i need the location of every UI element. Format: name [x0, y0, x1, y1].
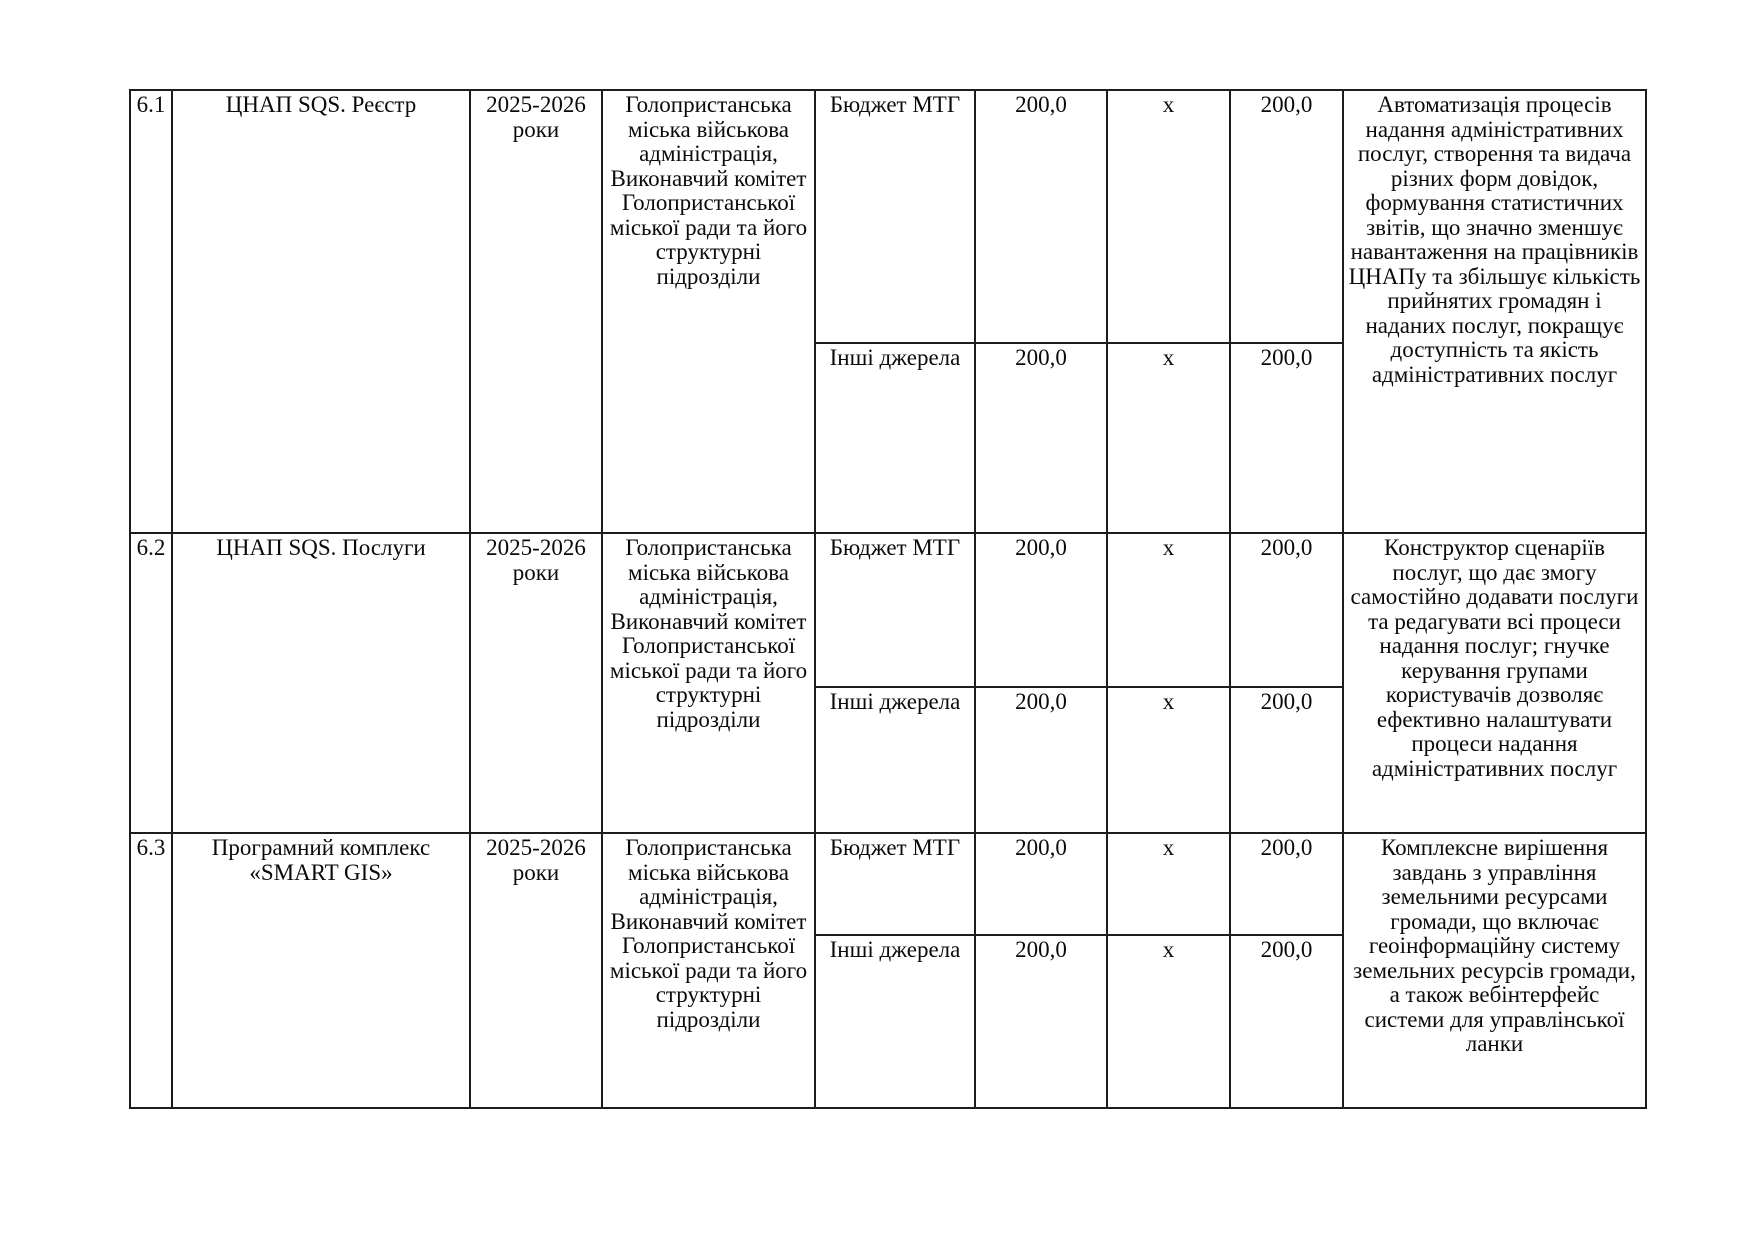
expected-result: Комплексне вирішення завдань з управління земельними ресурсами громади, що включає геоінформаційну систему земельних ресурсів громади, а також вебінтерфейс системи для управлінської ланки	[1343, 833, 1646, 1108]
funding-source: Бюджет МТГ	[815, 833, 975, 935]
funding-mark: х	[1107, 343, 1230, 533]
expected-result: Конструктор сценаріїв послуг, що дає змогу самостійно додавати послуги та редагувати всі процеси надання послуг; гнучке керування групами користувачів дозволяє ефективно налаштувати процеси надання адміністративних послуг	[1343, 533, 1646, 833]
funding-amount-1: 200,0	[975, 687, 1107, 833]
funding-mark: х	[1107, 90, 1230, 343]
funding-mark: х	[1107, 935, 1230, 1108]
funding-mark: х	[1107, 533, 1230, 687]
funding-amount-2: 200,0	[1230, 343, 1343, 533]
executor: Голопристанська міська військова адміністрація, Виконавчий комітет Голопристанської міської ради та його структурні підрозділи	[602, 90, 815, 533]
funding-source: Інші джерела	[815, 935, 975, 1108]
row-number: 6.3	[130, 833, 172, 1108]
table-row-6-1	[130, 90, 1646, 343]
term-years: 2025-2026 роки	[470, 90, 602, 533]
row-number: 6.1	[130, 90, 172, 533]
measure-name: ЦНАП SQS. Послуги	[172, 533, 470, 833]
funding-amount-2: 200,0	[1230, 935, 1343, 1108]
executor: Голопристанська міська військова адміністрація, Виконавчий комітет Голопристанської міської ради та його структурні підрозділи	[602, 533, 815, 833]
measure-name: Програмний комплекс «SMART GIS»	[172, 833, 470, 1108]
executor: Голопристанська міська військова адміністрація, Виконавчий комітет Голопристанської міської ради та його структурні підрозділи	[602, 833, 815, 1108]
funding-amount-2: 200,0	[1230, 687, 1343, 833]
term-years: 2025-2026 роки	[470, 833, 602, 1108]
funding-amount-2: 200,0	[1230, 90, 1343, 343]
expected-result: Автоматизація процесів надання адміністративних послуг, створення та видача різних форм довідок, формування статистичних звітів, що значно зменшує навантаження на працівників ЦНАПу та збільшує кількість прийнятих громадян і наданих послуг, покращує доступність та якість адміністративних послуг	[1343, 90, 1646, 533]
funding-source: Інші джерела	[815, 687, 975, 833]
funding-mark: х	[1107, 687, 1230, 833]
funding-amount-1: 200,0	[975, 90, 1107, 343]
table-row-6-3	[130, 833, 1646, 935]
funding-amount-1: 200,0	[975, 833, 1107, 935]
funding-amount-1: 200,0	[975, 935, 1107, 1108]
funding-source: Інші джерела	[815, 343, 975, 533]
funding-amount-2: 200,0	[1230, 833, 1343, 935]
funding-source: Бюджет МТГ	[815, 533, 975, 687]
funding-amount-1: 200,0	[975, 533, 1107, 687]
funding-source: Бюджет МТГ	[815, 90, 975, 343]
funding-amount-1: 200,0	[975, 343, 1107, 533]
term-years: 2025-2026 роки	[470, 533, 602, 833]
table-row-6-2	[130, 533, 1646, 687]
program-measures-table	[129, 89, 1647, 1109]
funding-mark: х	[1107, 833, 1230, 935]
funding-amount-2: 200,0	[1230, 533, 1343, 687]
measure-name: ЦНАП SQS. Реєстр	[172, 90, 470, 533]
row-number: 6.2	[130, 533, 172, 833]
